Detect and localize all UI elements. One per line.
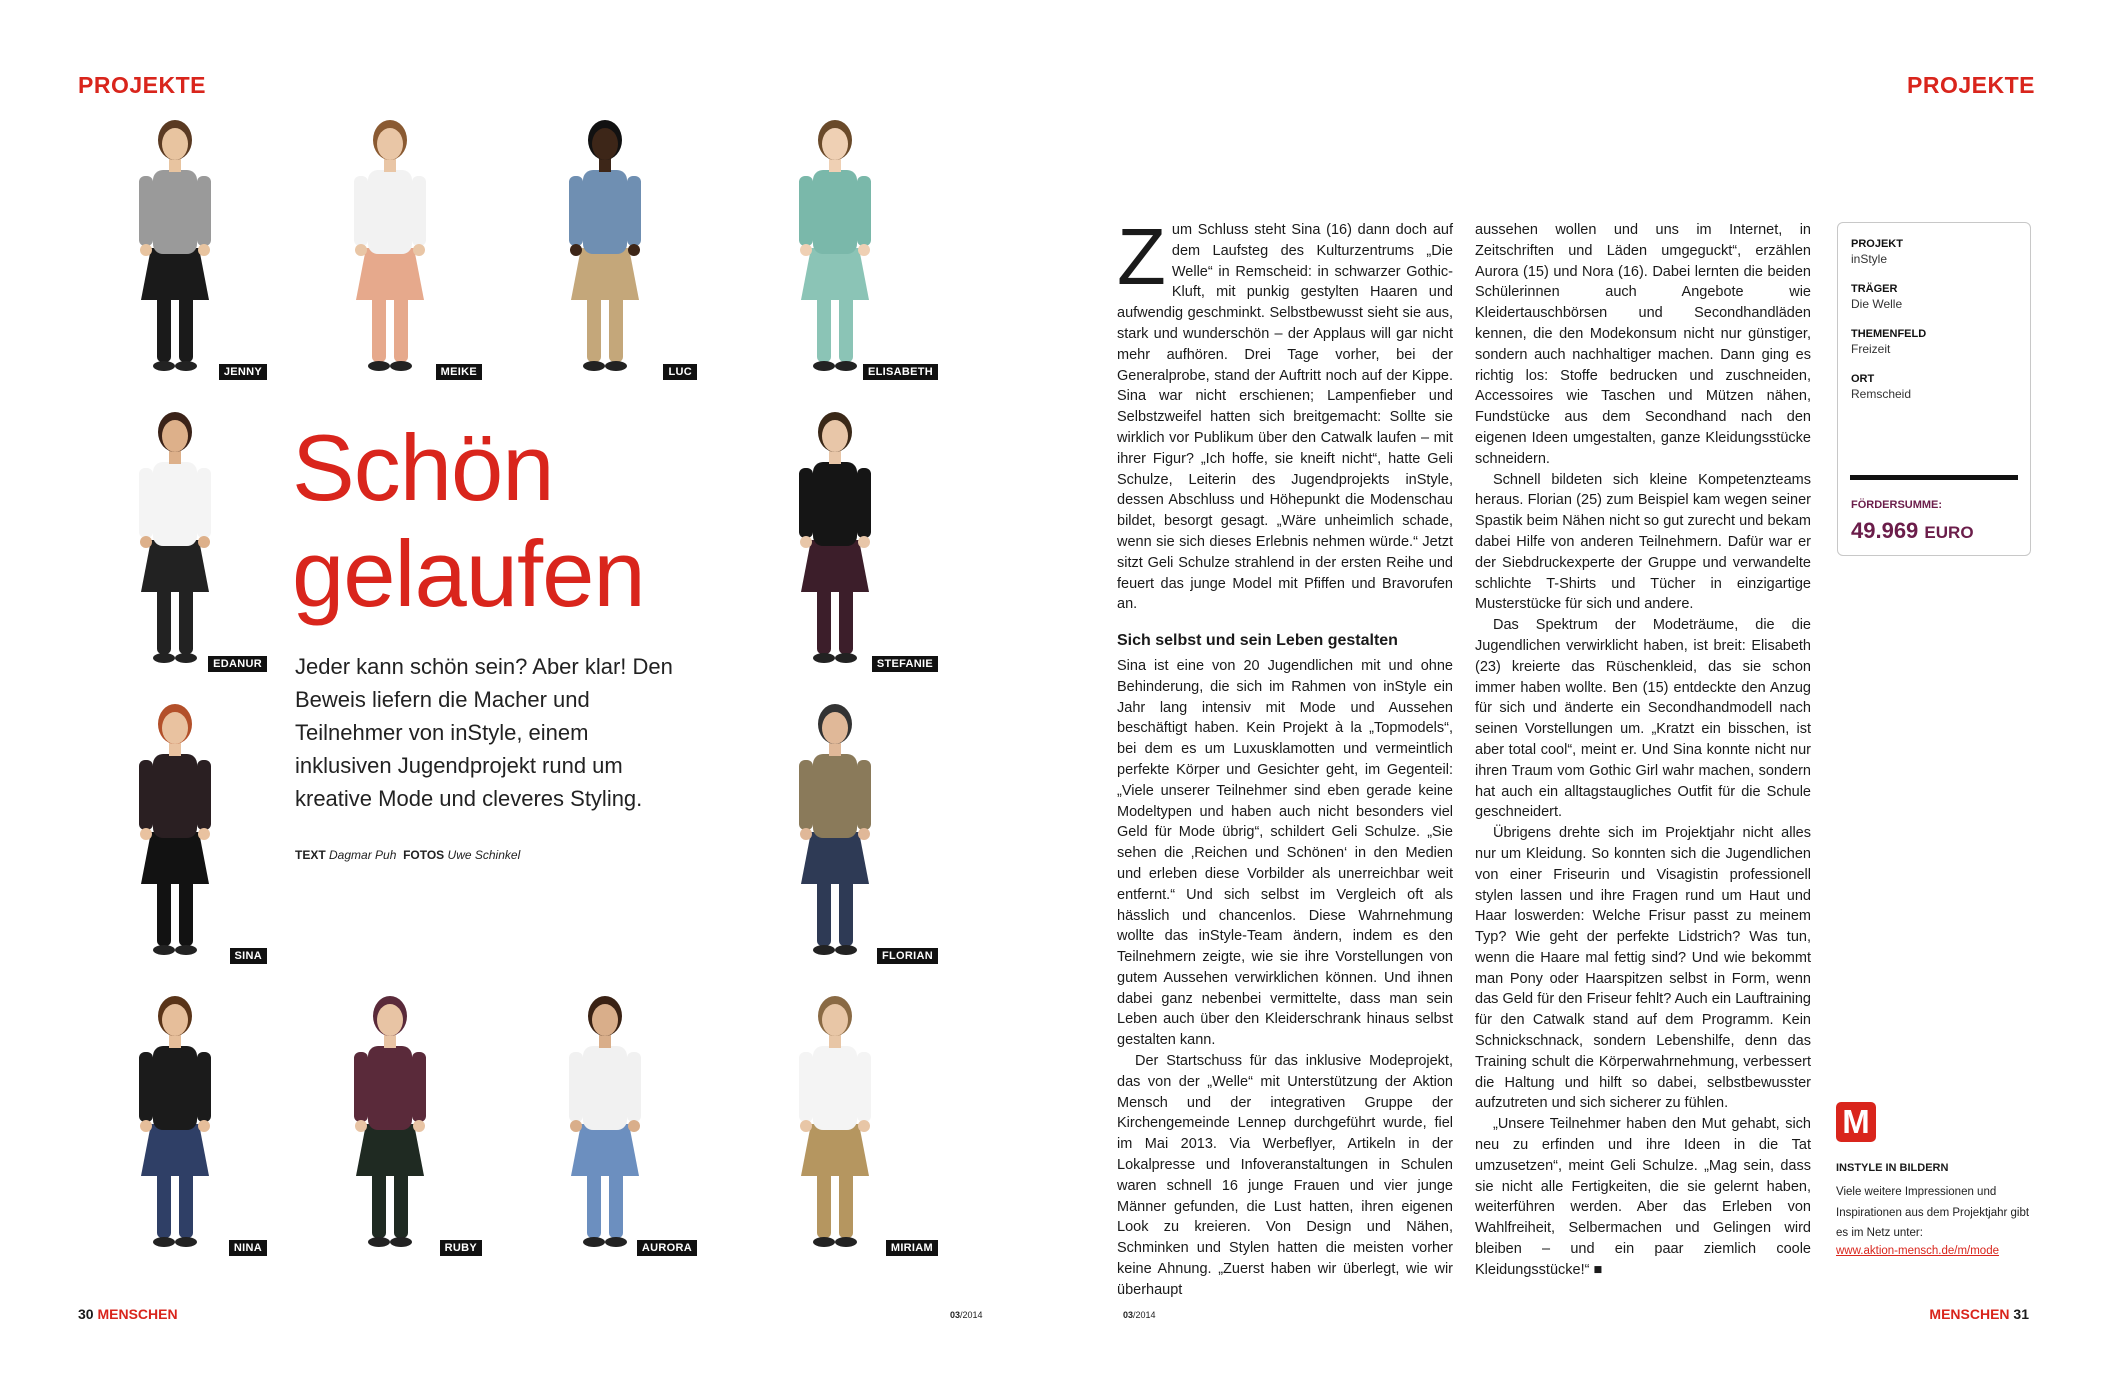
figure-shoe-right [605,1237,627,1247]
figure-arm-left [139,468,153,538]
figure-hand-left [570,1120,582,1132]
figure-neck [169,742,181,756]
info-value: Remscheid [1851,387,1912,401]
figure-arm-left [354,176,368,246]
person-name-tag: MIRIAM [886,1240,938,1256]
info-items [1851,238,1926,418]
figure-arm-right [627,176,641,246]
figure-shoe-left [813,945,835,955]
figure-head [162,128,188,160]
person-name-tag: MEIKE [436,364,482,380]
figure-skirt [141,540,209,592]
figure-skirt [141,832,209,884]
figure-shoe-left [368,1237,390,1247]
figure-shoe-right [835,945,857,955]
person-photo [735,402,935,672]
figure-arm-left [139,760,153,830]
figure-shoe-left [813,1237,835,1247]
person-name-tag: NINA [229,1240,267,1256]
figure-head [822,128,848,160]
figure-arm-right [412,176,426,246]
figure-torso [153,462,197,546]
figure-torso [813,462,857,546]
sidebar-title: INSTYLE IN BILDERN [1836,1162,1949,1174]
footer-right [1929,1306,2029,1322]
figure-shoe-left [153,361,175,371]
figure-hand-right [413,244,425,256]
figure-neck [829,450,841,464]
info-value: inStyle [1851,252,1888,266]
figure-torso [813,754,857,838]
figure-head [377,1004,403,1036]
end-mark: ■ [1593,1261,1603,1278]
person-photo [735,694,935,964]
figure-hand-right [858,536,870,548]
info-label: PROJEKT [1851,238,1903,250]
sidebar-link[interactable]: www.aktion-mensch.de/m/mode [1836,1245,1999,1257]
figure-skirt [356,248,424,300]
article-paragraph: Zum Schluss steht Sina (16) dann doch auf dem Laufsteg des Kulturzentrums „Die Welle“ in Remscheid: in schwarzer Gothic-Kluft, mit punkig gestylten Haaren und aufwendig geschminkt. Selbstbewusst sieht sie aus, stark und wunderschön – der Applaus will gar nicht mehr aufhören. Drei Tage vorher, bei der Generalprobe, stand der Auftritt noch auf der Kippe. Sina war nicht erschienen; Lampenfieber und Selbstzweifel hatten sich breitgemacht: Sollte sie wirklich vor Publikum über den Catwalk laufen – mit ihrer Figur? „Ich hoffe, sie kneift nicht“, hatte Geli Schulze, Leiterin des Jugendprojekts inStyle, dessen Abschluss und Höhepunkt die Modenschau bildet, besorgt gesagt. „Wäre unheimlich schade, wenn sie sich dieses Erlebnis nehmen würde.“ Jetzt sitzt Geli Schulze strahlend in der ersten Reihe und feuert das junge Model mit Pfiffen und Bravorufen an. [1117,212,1453,613]
figure-arm-right [857,468,871,538]
figure-neck [829,742,841,756]
figure-shoe-right [835,1237,857,1247]
figure-shoe-right [835,653,857,663]
figure-hand-left [800,536,812,548]
issue-number-left: 03/2014 [950,1310,983,1320]
figure-shoe-left [813,361,835,371]
figure-torso [153,170,197,254]
figure-shoe-left [583,1237,605,1247]
figure-arm-left [139,176,153,246]
figure-arm-right [197,176,211,246]
figure-arm-left [799,1052,813,1122]
funding-amount: 49.969 EURO [1851,518,1974,543]
figure-neck [599,158,611,172]
credit-photo-author: Uwe Schinkel [447,848,521,862]
figure-skirt [801,832,869,884]
drop-cap: Z [1117,212,1166,301]
figure-neck [384,158,396,172]
credit-text-label: TEXT [295,848,326,862]
figure-shoe-right [390,361,412,371]
article-subhead: Sich selbst und sein Leben gestalten [1117,632,1398,650]
figure-head [162,420,188,452]
figure-torso [368,1046,412,1130]
figure-hand-left [140,244,152,256]
person-figure [735,110,935,380]
person-name-tag: LUC [663,364,697,380]
figure-hand-right [198,244,210,256]
figure-neck [169,450,181,464]
aktion-mensch-logo-icon: M [1836,1102,1876,1142]
figure-arm-right [857,760,871,830]
article-paragraph: aussehen wollen und uns im Internet, in Zeitschriften und Läden umgeguckt“, erzählen Aurora (15) und Nora (16). Dabei lernten die beiden Schülerinnen auch Angebote wie Kleidertauschbörsen und Secondhandläden kennen, die den Modekonsum nicht nur günstiger, sondern auch nachhaltiger machen. Dann ging es richtig los: Stoffe bedrucken und zuschneiden, Accessoires wie Taschen und Mützen nähen, Fundstücke aus dem Secondhand nach den eigenen Ideen umgestalten, ganze Kleidungsstücke schneidern. [1475,222,1811,467]
article-paragraph: „Unsere Teilnehmer haben den Mut gehabt, sich neu zu erfinden und ihre Ideen in die Tat umzusetzen“, meint Geli Schulze. „Mag sein, dass sie nicht alle Fertigkeiten, die sie gelernt haben, weiterführen werden. Aber das Erleben von Wahlfreiheit, Selbermachen und Gelingen wird bleiben – und ein paar ziemlich coole Kleidungsstücke!“ ■ [1475,1116,1811,1278]
person-photo [290,110,490,380]
figure-shoe-left [813,653,835,663]
article-headline [292,415,645,627]
figure-skirt [801,540,869,592]
person-figure [75,110,275,380]
person-photo [735,110,935,380]
person-photo [290,986,490,1256]
credit-text-author: Dagmar Puh [329,848,397,862]
figure-shoe-right [175,945,197,955]
info-label: THEMENFELD [1851,328,1927,340]
figure-hand-right [628,244,640,256]
person-figure [75,402,275,672]
person-figure [735,402,935,672]
figure-hand-right [858,1120,870,1132]
person-photo [75,694,275,964]
figure-torso [583,1046,627,1130]
person-name-tag: AURORA [637,1240,697,1256]
article-paragraph: Schnell bildeten sich kleine Kompetenzteams heraus. Florian (25) zum Beispiel kam wegen seiner Spastik beim Nähen nicht so gut zurecht und bekam dabei Hilfe von anderen Teilnehmern. Dafür war er der Siebdruckexperte der Gruppe und verwandelte schlichte T-Shirts und Tücher in einzigartige Musterstücke für sich und andere. [1475,471,1811,613]
figure-hand-left [355,244,367,256]
article-credits [295,848,520,862]
figure-hand-left [140,828,152,840]
figure-arm-right [857,176,871,246]
figure-neck [169,1034,181,1048]
figure-arm-left [799,468,813,538]
figure-shoe-right [175,1237,197,1247]
figure-arm-right [857,1052,871,1122]
person-name-tag: SINA [230,948,267,964]
figure-arm-left [354,1052,368,1122]
person-name-tag: ELISABETH [863,364,938,380]
person-figure [75,986,275,1256]
figure-shoe-left [153,945,175,955]
page-number-left: 30 [78,1306,94,1322]
figure-arm-right [197,760,211,830]
figure-skirt [801,1124,869,1176]
figure-shoe-right [605,361,627,371]
figure-shoe-left [153,653,175,663]
figure-arm-right [197,1052,211,1122]
figure-head [822,1004,848,1036]
figure-hand-left [800,828,812,840]
figure-hand-right [198,1120,210,1132]
figure-head [592,128,618,160]
footer-section-right: MENSCHEN [1929,1306,2010,1322]
person-name-tag: FLORIAN [877,948,938,964]
figure-arm-right [627,1052,641,1122]
figure-hand-left [140,536,152,548]
figure-shoe-left [583,361,605,371]
person-name-tag: RUBY [440,1240,482,1256]
figure-hand-right [413,1120,425,1132]
figure-hand-left [800,244,812,256]
page-number-right: 31 [2013,1306,2029,1322]
figure-skirt [571,1124,639,1176]
person-name-tag: STEFANIE [872,656,938,672]
figure-skirt [356,1124,424,1176]
article-lead: Jeder kann schön sein? Aber klar! Den Beweis liefern die Macher und Teilnehmer von inStyle, einem inklusiven Jugendprojekt rund um kreative Mode und cleveres Styling. [295,654,673,811]
person-figure [735,986,935,1256]
figure-arm-left [569,176,583,246]
person-photo [735,986,935,1256]
figure-arm-left [569,1052,583,1122]
person-figure [75,694,275,964]
figure-torso [583,170,627,254]
footer-left [78,1306,178,1322]
info-label: TRÄGER [1851,283,1898,295]
figure-neck [829,158,841,172]
person-photo [505,110,705,380]
article-column-2 [1475,220,1811,1281]
person-figure [505,986,705,1256]
figure-arm-left [799,176,813,246]
footer-section-left: MENSCHEN [97,1306,178,1322]
project-info-box [1837,222,2031,556]
figure-shoe-right [175,653,197,663]
article-column-1 [1117,212,1453,1301]
section-label-left: PROJEKTE [78,72,206,98]
info-label: ORT [1851,373,1875,385]
figure-neck [829,1034,841,1048]
figure-hand-left [570,244,582,256]
figure-hand-left [800,1120,812,1132]
figure-arm-left [139,1052,153,1122]
figure-neck [599,1034,611,1048]
figure-head [592,1004,618,1036]
figure-torso [153,1046,197,1130]
figure-torso [368,170,412,254]
figure-skirt [141,248,209,300]
figure-head [822,420,848,452]
issue-number-right: 03/2014 [1123,1310,1156,1320]
person-figure [505,110,705,380]
person-photo [75,402,275,672]
figure-hand-right [198,828,210,840]
info-value: Die Welle [1851,297,1903,311]
sidebar-text: Viele weitere Impressionen und Inspirationen aus dem Projektjahr gibt es im Netz unter: [1836,1186,2030,1239]
info-value: Freizeit [1851,342,1891,356]
figure-shoe-right [175,361,197,371]
credit-photo-label: FOTOS [403,848,445,862]
person-photo [505,986,705,1256]
figure-hand-right [858,244,870,256]
figure-hand-right [628,1120,640,1132]
article-paragraph: Der Startschuss für das inklusive Modeprojekt, das von der „Welle“ mit Unterstützung der Aktion Mensch und der integrativen Gruppe der Kirchengemeinde Lennep durchgeführt wurde, fiel im Mai 2013. Via Werbeflyer, Artikeln in der Lokalpresse und Infoveranstaltungen in Schulen waren schnell 16 junge Frauen und vier junge Männer gefunden, die Lust hatten, ihren eigenen Look zu kreieren. Von Design und Nähen, Schminken und Stylen hatten die meisten vorher keine Ahnung. „Zuerst haben wir überlegt, wie wir überhaupt [1117,1053,1453,1298]
figure-torso [813,170,857,254]
person-photo [75,110,275,380]
figure-torso [153,754,197,838]
headline-line-1: Schön [292,415,554,520]
figure-skirt [141,1124,209,1176]
person-name-tag: JENNY [219,364,267,380]
headline-line-2: gelaufen [292,521,645,626]
figure-shoe-left [153,1237,175,1247]
person-name-tag: EDANUR [208,656,267,672]
figure-arm-right [197,468,211,538]
figure-shoe-right [835,361,857,371]
figure-hand-left [140,1120,152,1132]
figure-skirt [801,248,869,300]
figure-hand-right [198,536,210,548]
person-figure [735,694,935,964]
person-photo [75,986,275,1256]
figure-shoe-left [368,361,390,371]
figure-skirt [571,248,639,300]
person-figure [290,986,490,1256]
figure-neck [384,1034,396,1048]
figure-head [822,712,848,744]
figure-arm-left [799,760,813,830]
section-label-right: PROJEKTE [1907,72,2035,98]
figure-neck [169,158,181,172]
figure-torso [813,1046,857,1130]
figure-arm-right [412,1052,426,1122]
article-paragraph: Das Spektrum der Modeträume, die die Jugendlichen verwirklicht haben, ist breit: Elisabeth (23) kreierte das Rüschenkleid, das sie schon immer haben wollte. Ben (15) entdeckte den Anzug für sich und änderte ein Secondhandmodell nach seinen Vorstellungen um. „Kratzt ein bisschen, ist aber total cool“, meint er. Und Sina konnte nicht nur ihren Traum vom Gothic Girl wahr machen, sondern hat auch ein alltagstaugliches Outfit für die Schule geschneidert. [1475,617,1811,821]
figure-hand-left [355,1120,367,1132]
figure-shoe-right [390,1237,412,1247]
figure-head [162,1004,188,1036]
person-figure [290,110,490,380]
figure-head [162,712,188,744]
info-divider [1850,475,2018,480]
figure-head [377,128,403,160]
article-paragraph: Übrigens drehte sich im Projektjahr nicht alles nur um Kleidung. So konnten sich die Jugendlichen von einer Friseurin und Visagistin professionell stylen lassen und ihre Fragen rund um Haut und Haar loswerden: Welche Frisur passt zu meinem Typ? Wie geht der perfekte Lidstrich? Was tun, wenn die Haare mal fettig sind? Und wie bekommt man Pony oder Haarspitzen selbst in Form, wenn das Geld für den Friseur fehlt? Auch ein Lauftraining für den Catwalk stand auf dem Programm. Kein Schnickschnack, sondern Lebenshilfe, denn das Training schult die Körperwahrnehmung, verbessert die Haltung und hilft so dabei, selbstbewusster aufzutreten und sich sicherer zu fühlen. [1475,825,1811,1112]
funding-label: FÖRDERSUMME: [1851,499,1943,511]
article-paragraph: Sina ist eine von 20 Jugendlichen mit und ohne Behinderung, die sich im Rahmen von inStyle ein Jahr lang intensiv mit Mode und Aussehen beschäftigt haben. Kein Projekt à la „Topmodels“, bei dem es um Luxusklamotten und vermeintlich perfekte Körper und Gesichter geht, im Gegenteil: „Viele unserer Teilnehmer sind eben gerade keine Modeltypen und haben auch nicht besonders viel Geld für Mode übrig“, schildert Geli Schulze. „Sie sehen die ‚Reichen und Schönen‘ in den Medien und erleben diese Vorbilder als unerreichbar weit entfernt.“ Und sich selbst im Vergleich oft als hässlich und chancenlos. Diese Wahrnehmung wollte das inStyle-Team ändern, indem es den Teilnehmern zeigte, wie sie ihre Vorstellungen von gutem Aussehen verwirklichen können. Und ihnen dabei ganz nebenbei vermittelte, dass man sein Leben auch über den Kleiderschrank hinaus selbst gestalten kann. [1117,657,1453,1049]
figure-hand-right [858,828,870,840]
